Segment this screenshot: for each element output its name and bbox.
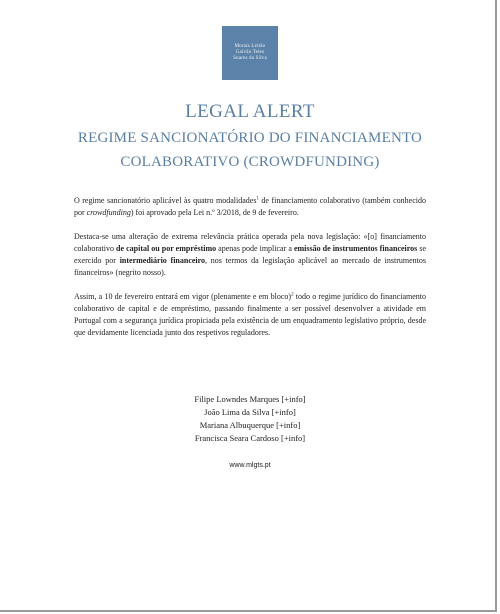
p1-text-b: de financiamento colaborativo (também conhecido por [74, 196, 426, 217]
p2-text-d: se exercido por [74, 244, 427, 265]
paragraph-3 [74, 291, 426, 339]
subtitle-line-1: REGIME SANCIONATÓRIO DO FINANCIAMENTO [77, 130, 423, 146]
contact-item[interactable]: Mariana Albuquerque [+info] [199, 420, 301, 430]
website-link[interactable]: www.mlgts.pt [229, 462, 271, 469]
logo-line-2: Galvão Teles [235, 50, 265, 55]
paragraph-1 [74, 195, 426, 219]
title-block [0, 100, 500, 174]
p1-text-c: ) foi aprovado pela [130, 208, 194, 217]
firm-logo [222, 26, 278, 80]
p3-text-a: Assim, a 10 de fevereiro entrará em vigor (plenamente e em bloco) [74, 292, 292, 301]
footnote-ref-2[interactable]: 2 [291, 292, 294, 298]
p1-text-d: , de 9 de fevereiro. [238, 208, 299, 217]
p2-text-a: Destaca-se uma alteração de extrema relevância prática operada pela nova legislação: «[o] financiamento colaborativo [74, 232, 426, 253]
p1-italic: crowdfunding [86, 208, 131, 217]
p2-bold-3: intermediário financeiro [119, 256, 206, 265]
p2-text-c: apenas pode implicar a [216, 244, 294, 253]
p2-bold-1: de capital ou por empréstimo [116, 244, 217, 253]
subtitle-line-2: COLABORATIVO (CROWDFUNDING) [120, 154, 380, 170]
body-text [74, 195, 426, 351]
p3-text-b: todo o regime jurídico do financiamento colaborativo de capital e de empréstimo, passando finalmente a ser possível desenvolver a atividade em Portugal com a segurança jurídica propiciada pela existência de um enquadramento legislativo próprio, desde que devidamente licenciada junto dos respetivos reguladores. [74, 292, 427, 337]
contact-item[interactable]: Francisca Seara Cardoso [+info] [194, 433, 306, 443]
contact-item[interactable]: João Lima da Silva [+info] [204, 407, 296, 417]
p2-bold-2: emissão de instrumentos financeiros [293, 244, 418, 253]
contacts-list [0, 393, 500, 445]
logo-line-1: Morais Leitão [234, 44, 266, 49]
page-title: LEGAL ALERT [185, 101, 315, 122]
law-link[interactable]: Lei n.º 3/2018 [193, 208, 239, 217]
p1-text-a: O regime sancionatório aplicável às quatro modalidades [74, 196, 257, 205]
paragraph-2 [74, 231, 426, 279]
contact-item[interactable]: Filipe Lowndes Marques [+info] [194, 394, 306, 404]
logo-line-3: Soares da Silva [233, 56, 267, 61]
footnote-ref-1[interactable]: 1 [256, 196, 259, 202]
p2-text-e: , nos termos da legislação aplicável ao mercado de instrumentos financeiros» (negrito nosso). [74, 256, 426, 277]
